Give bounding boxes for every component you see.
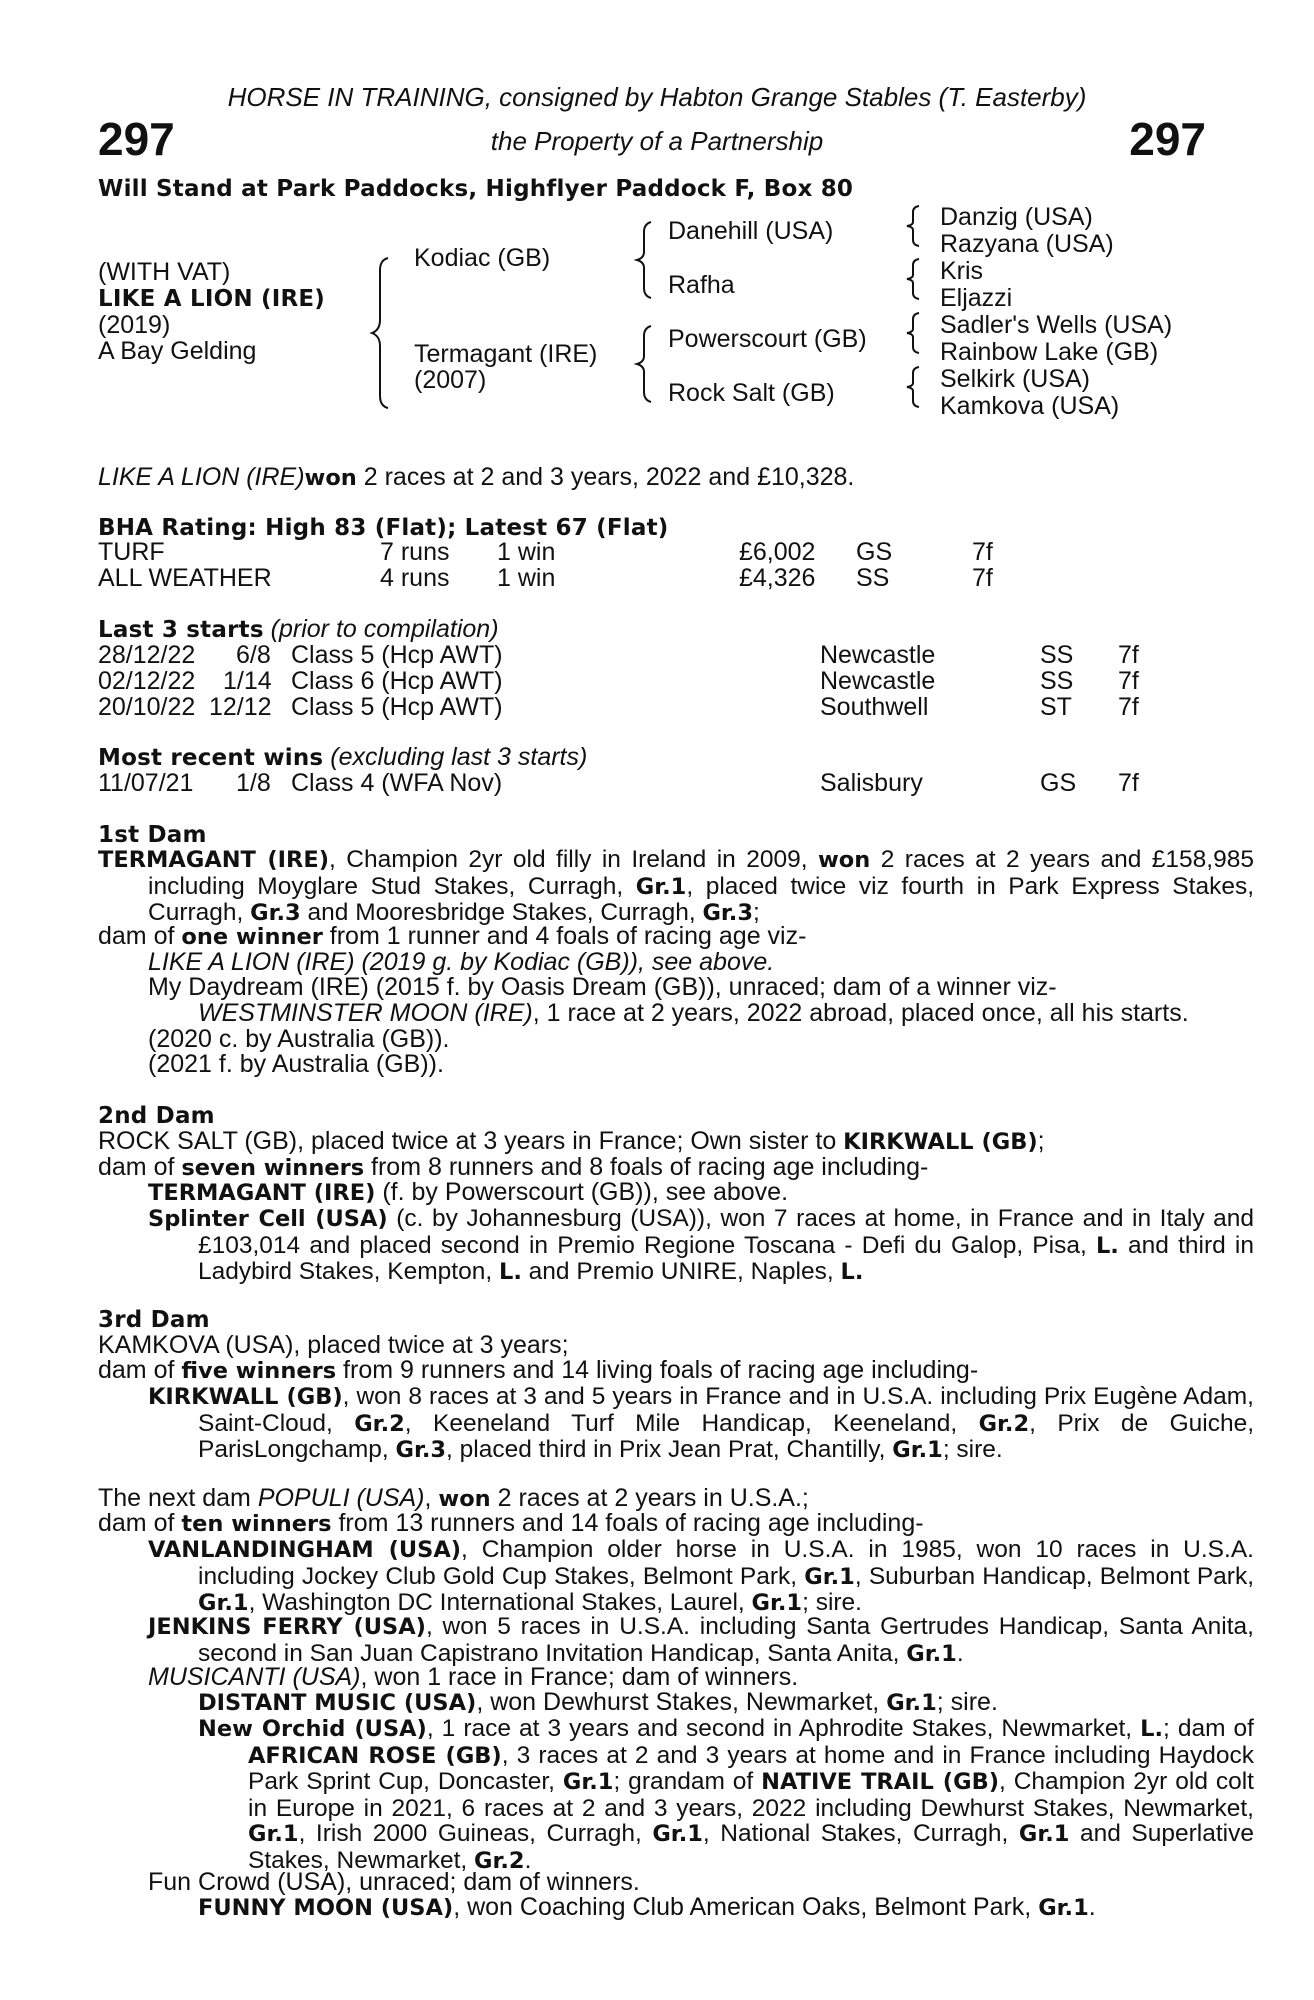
sire-sire: Danehill (USA) [668, 217, 834, 245]
dam-year: (2007) [414, 366, 487, 394]
win-going: GS [1040, 769, 1077, 797]
dam-sire: Powerscourt (GB) [668, 325, 867, 353]
dam2-produce-item: TERMAGANT (IRE) (f. by Powerscourt (GB)), see above. [148, 1178, 789, 1206]
rating-distance: 7f [972, 538, 993, 566]
next-dam-produce-line: dam of ten winners from 13 runners and 14 foals of racing age including- [98, 1509, 924, 1537]
dam1-produce-item: My Daydream (IRE) (2015 f. by Oasis Dream (GB)), unraced; dam of a winner viz- [148, 973, 1057, 1001]
pedigree-brace-g3 [907, 313, 921, 353]
start-race: Class 5 (Hcp AWT) [291, 693, 503, 721]
next-dam-produce-item: VANLANDINGHAM (USA), Champion older horse in U.S.A. in 1985, won 10 races in U.S.A. including Jockey Club Gold Cup Stakes, Belmont Park, Gr.1, Suburban Handicap, Belmont Park, Gr.1, Washington DC International Stakes, Laurel, Gr.1; sire. [148, 1536, 1254, 1617]
win-position: 1/8 [236, 769, 271, 797]
dam1-paragraph: TERMAGANT (IRE), Champion 2yr old filly in Ireland in 2009, won 2 races at 2 years and £158,985 including Moyglare Stud Stakes, Curragh, Gr.1, placed twice viz fourth in Park Express Stakes, Curragh, Gr.3 and Mooresbridge Stakes, Curragh, Gr.3; [98, 846, 1255, 927]
start-date: 20/10/22 [98, 693, 196, 721]
rating-heading: BHA Rating: High 83 (Flat); Latest 67 (Flat) [98, 515, 669, 541]
win-course: Salisbury [820, 769, 923, 797]
location-line: Will Stand at Park Paddocks, Highflyer Paddock F, Box 80 [98, 176, 854, 202]
pedigree-brace-dam [637, 326, 655, 402]
consignor-line: HORSE IN TRAINING, consigned by Habton Grange Stables (T. Easterby) [227, 82, 1087, 112]
dam3-produce-line: dam of five winners from 9 runners and 14 living foals of racing age including- [98, 1356, 979, 1384]
start-course: Newcastle [820, 667, 936, 695]
start-going: ST [1040, 693, 1072, 721]
granddam-1: Razyana (USA) [940, 230, 1114, 258]
rating-going: SS [856, 564, 890, 592]
pedigree-brace-g1 [907, 206, 921, 246]
dam2-produce-line: dam of seven winners from 8 runners and 8 foals of racing age including- [98, 1153, 929, 1181]
summary-rest: 2 races at 2 and 3 years, 2022 and £10,328. [356, 463, 855, 491]
start-date: 02/12/22 [98, 667, 196, 695]
start-position: 12/12 [209, 693, 272, 721]
pedigree-brace-sire [637, 222, 655, 298]
granddam-3: Rainbow Lake (GB) [940, 338, 1159, 366]
start-race: Class 5 (Hcp AWT) [291, 641, 503, 669]
horse-description: A Bay Gelding [98, 337, 257, 365]
next-dam-produce-item: MUSICANTI (USA), won 1 race in France; dam of winners. [148, 1663, 799, 1691]
pedigree-brace-g4 [907, 367, 921, 407]
property-line: the Property of a Partnership [490, 126, 824, 156]
rating-prize: £6,002 [739, 538, 816, 566]
dam: Termagant (IRE) [414, 340, 598, 368]
next-dam-produce-item: JENKINS FERRY (USA), won 5 races in U.S.A. including Santa Gertrudes Handicap, Santa Anita, second in San Juan Capistrano Invitation Handicap, Santa Anita, Gr.1. [148, 1613, 1254, 1667]
recent-wins-heading: Most recent wins (excluding last 3 starts) [98, 743, 588, 771]
rating-surface: ALL WEATHER [98, 564, 272, 592]
summary-won: won [304, 465, 357, 491]
horse-year: (2019) [98, 311, 171, 339]
start-distance: 7f [1118, 641, 1139, 669]
dam3-line: KAMKOVA (USA), placed twice at 3 years; [98, 1331, 569, 1359]
grandsire-2: Kris [940, 257, 984, 285]
start-date: 28/12/22 [98, 641, 196, 669]
next-dam-line: The next dam POPULI (USA), won 2 races at 2 years in U.S.A.; [98, 1484, 809, 1512]
rating-wins: 1 win [497, 564, 556, 592]
rating-wins: 1 win [497, 538, 556, 566]
rating-runs: 7 runs [380, 538, 450, 566]
granddam-2: Eljazzi [940, 284, 1013, 312]
pedigree-brace-g2 [907, 259, 921, 299]
dam3-produce-item: KIRKWALL (GB), won 8 races at 3 and 5 years in France and in U.S.A. including Prix Eugène Adam, Saint-Cloud, Gr.2, Keeneland Turf Mile Handicap, Keeneland, Gr.2, Prix de Guiche, ParisLongchamp, Gr.3, placed third in Prix Jean Prat, Chantilly, Gr.1; sire. [148, 1383, 1254, 1464]
start-going: SS [1040, 667, 1074, 695]
sire: Kodiac (GB) [414, 244, 551, 272]
dam2-line: ROCK SALT (GB), placed twice at 3 years in France; Own sister to KIRKWALL (GB); [98, 1127, 1045, 1155]
next-dam-grandproduce-item: DISTANT MUSIC (USA), won Dewhurst Stakes, Newmarket, Gr.1; sire. [198, 1688, 998, 1716]
grandsire-3: Sadler's Wells (USA) [940, 311, 1173, 339]
grandsire-1: Danzig (USA) [940, 203, 1093, 231]
dam1-grandproduce-item: WESTMINSTER MOON (IRE), 1 race at 2 years, 2022 abroad, placed once, all his starts. [198, 999, 1189, 1027]
next-dam-grandproduce-item: New Orchid (USA), 1 race at 3 years and second in Aphrodite Stakes, Newmarket, L.; dam of AFRICAN ROSE (GB), 3 races at 2 and 3 years at home and in France including Haydock Park Sprint Cup, Doncaster, Gr.1; grandam of NATIVE TRAIL (GB), Champion 2yr old colt in Europe in 2021, 6 races at 2 and 3 years, 2022 including Dewhurst Stakes, Newmarket, Gr.1, Irish 2000 Guineas, Curragh, Gr.1, National Stakes, Curragh, Gr.1 and Superlative Stakes, Newmarket, Gr.2. [198, 1715, 1255, 1874]
horse-name: LIKE A LION (IRE) [98, 286, 325, 312]
pedigree-brace-main [372, 258, 392, 408]
start-course: Newcastle [820, 641, 936, 669]
start-position: 1/14 [223, 667, 272, 695]
win-date: 11/07/21 [98, 769, 194, 797]
lot-number-left: 297 [98, 113, 175, 165]
grandsire-4: Selkirk (USA) [940, 365, 1091, 393]
start-distance: 7f [1118, 693, 1139, 721]
rating-distance: 7f [972, 564, 993, 592]
granddam-4: Kamkova (USA) [940, 392, 1120, 420]
win-race: Class 4 (WFA Nov) [291, 769, 503, 797]
dam-dam: Rock Salt (GB) [668, 379, 835, 407]
dam3-heading: 3rd Dam [98, 1307, 210, 1333]
dam2-produce-item: Splinter Cell (USA) (c. by Johannesburg (USA)), won 7 races at home, in France and in Italy and £103,014 and placed second in Premio Regione Toscana - Defi du Galop, Pisa, L. and third in Ladybird Stakes, Kempton, L. and Premio UNIRE, Naples, L. [148, 1205, 1254, 1286]
dam2-heading: 2nd Dam [98, 1103, 215, 1129]
dam1-produce-line: dam of one winner from 1 runner and 4 foals of racing age viz- [98, 922, 807, 950]
win-distance: 7f [1118, 769, 1139, 797]
last-starts-heading: Last 3 starts (prior to compilation) [98, 615, 499, 643]
vat-note: (WITH VAT) [98, 258, 231, 286]
sire-dam: Rafha [668, 271, 735, 299]
next-dam-produce-item: Fun Crowd (USA), unraced; dam of winners. [148, 1868, 640, 1896]
dam1-produce-item: (2021 f. by Australia (GB)). [148, 1050, 444, 1078]
lot-number-right: 297 [1129, 113, 1206, 165]
summary-horse-name: LIKE A LION (IRE) [98, 463, 305, 491]
rating-runs: 4 runs [380, 564, 450, 592]
rating-surface: TURF [98, 538, 165, 566]
start-distance: 7f [1118, 667, 1139, 695]
rating-going: GS [856, 538, 893, 566]
start-going: SS [1040, 641, 1074, 669]
dam1-produce-item: LIKE A LION (IRE) (2019 g. by Kodiac (GB)), see above. [148, 948, 775, 976]
dam1-heading: 1st Dam [98, 822, 207, 848]
rating-prize: £4,326 [739, 564, 816, 592]
dam1-produce-item: (2020 c. by Australia (GB)). [148, 1025, 450, 1053]
start-race: Class 6 (Hcp AWT) [291, 667, 503, 695]
race-summary [98, 465, 854, 492]
next-dam-grandproduce-item: FUNNY MOON (USA), won Coaching Club American Oaks, Belmont Park, Gr.1. [198, 1893, 1096, 1921]
start-course: Southwell [820, 693, 929, 721]
start-position: 6/8 [236, 641, 271, 669]
